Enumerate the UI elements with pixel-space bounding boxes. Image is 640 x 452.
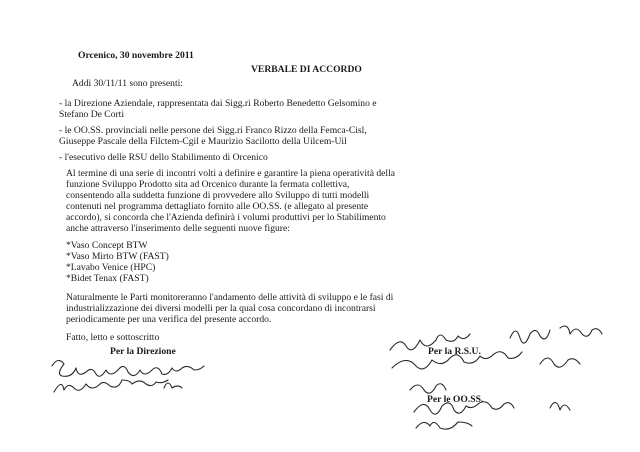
signatory-direzione-label: Per la Direzione — [110, 346, 176, 357]
document-title: VERBALE DI ACCORDO — [251, 64, 362, 75]
signatory-ooss-label: Per le OO.SS. — [427, 394, 484, 405]
signature-ooss — [400, 372, 600, 432]
body-line-2: funzione Sviluppo Prodotto sita ad Orcenico durante la fermata collettiva, — [66, 179, 350, 190]
signoff-line: Fatto, letto e sottoscritto — [66, 332, 160, 343]
figure-item: *Vaso Mirto BTW (FAST) — [66, 251, 169, 262]
body-line-3: consentendo alla suddetta funzione di provvedere allo Sviluppo di tutti modelli — [66, 190, 370, 201]
figure-item: *Bidet Tenax (FAST) — [66, 273, 149, 284]
signature-rsu — [380, 320, 620, 376]
figure-item: *Lavabo Venice (HPC) — [66, 262, 156, 273]
present-rsu-line: - l'esecutivo delle RSU dello Stabilimento di Orcenico — [59, 152, 268, 163]
closing-line-2: industrializzazione dei diversi modelli per la qual cosa concordano di incontrarsi — [66, 303, 376, 314]
body-line-6: anche attraverso l'inserimento delle seguenti nuove figure: — [66, 223, 290, 234]
present-ooss-line-1: - le OO.SS. provinciali nelle persone dei Sigg.ri Franco Rizzo della Femca-Cisl, — [59, 125, 367, 136]
present-direzione-line-2: Stefano De Corti — [59, 109, 125, 120]
body-line-1: Al termine di una serie di incontri volti a definire e garantire la piena operatività della — [66, 168, 395, 179]
closing-line-3: periodicamente per una verifica del presente accordo. — [66, 314, 272, 325]
present-direzione-line-1: - la Direzione Aziendale, rappresentata dai Sigg.ri Roberto Benedetto Gelsomino e — [59, 98, 377, 109]
intro-line: Addì 30/11/11 sono presenti: — [72, 78, 183, 89]
place-date: Orcenico, 30 novembre 2011 — [78, 50, 194, 61]
body-line-5: accordo), si concorda che l'Azienda definirà i volumi produttivi per lo Stabilimento — [66, 212, 386, 223]
signature-direzione — [44, 352, 284, 402]
signatory-rsu-label: Per la R.S.U. — [428, 346, 481, 357]
figure-item: *Vaso Concept BTW — [66, 240, 148, 251]
present-ooss-line-2: Giuseppe Pascale della Filctem-Cgil e Maurizio Sacilotto della Uilcem-Uil — [59, 136, 347, 147]
closing-line-1: Naturalmente le Parti monitoreranno l'andamento delle attività di sviluppo e le fasi di — [66, 292, 394, 303]
body-line-4: contenuti nel programma dettagliato fornito alle OO.SS. (e allegato al presente — [66, 201, 369, 212]
